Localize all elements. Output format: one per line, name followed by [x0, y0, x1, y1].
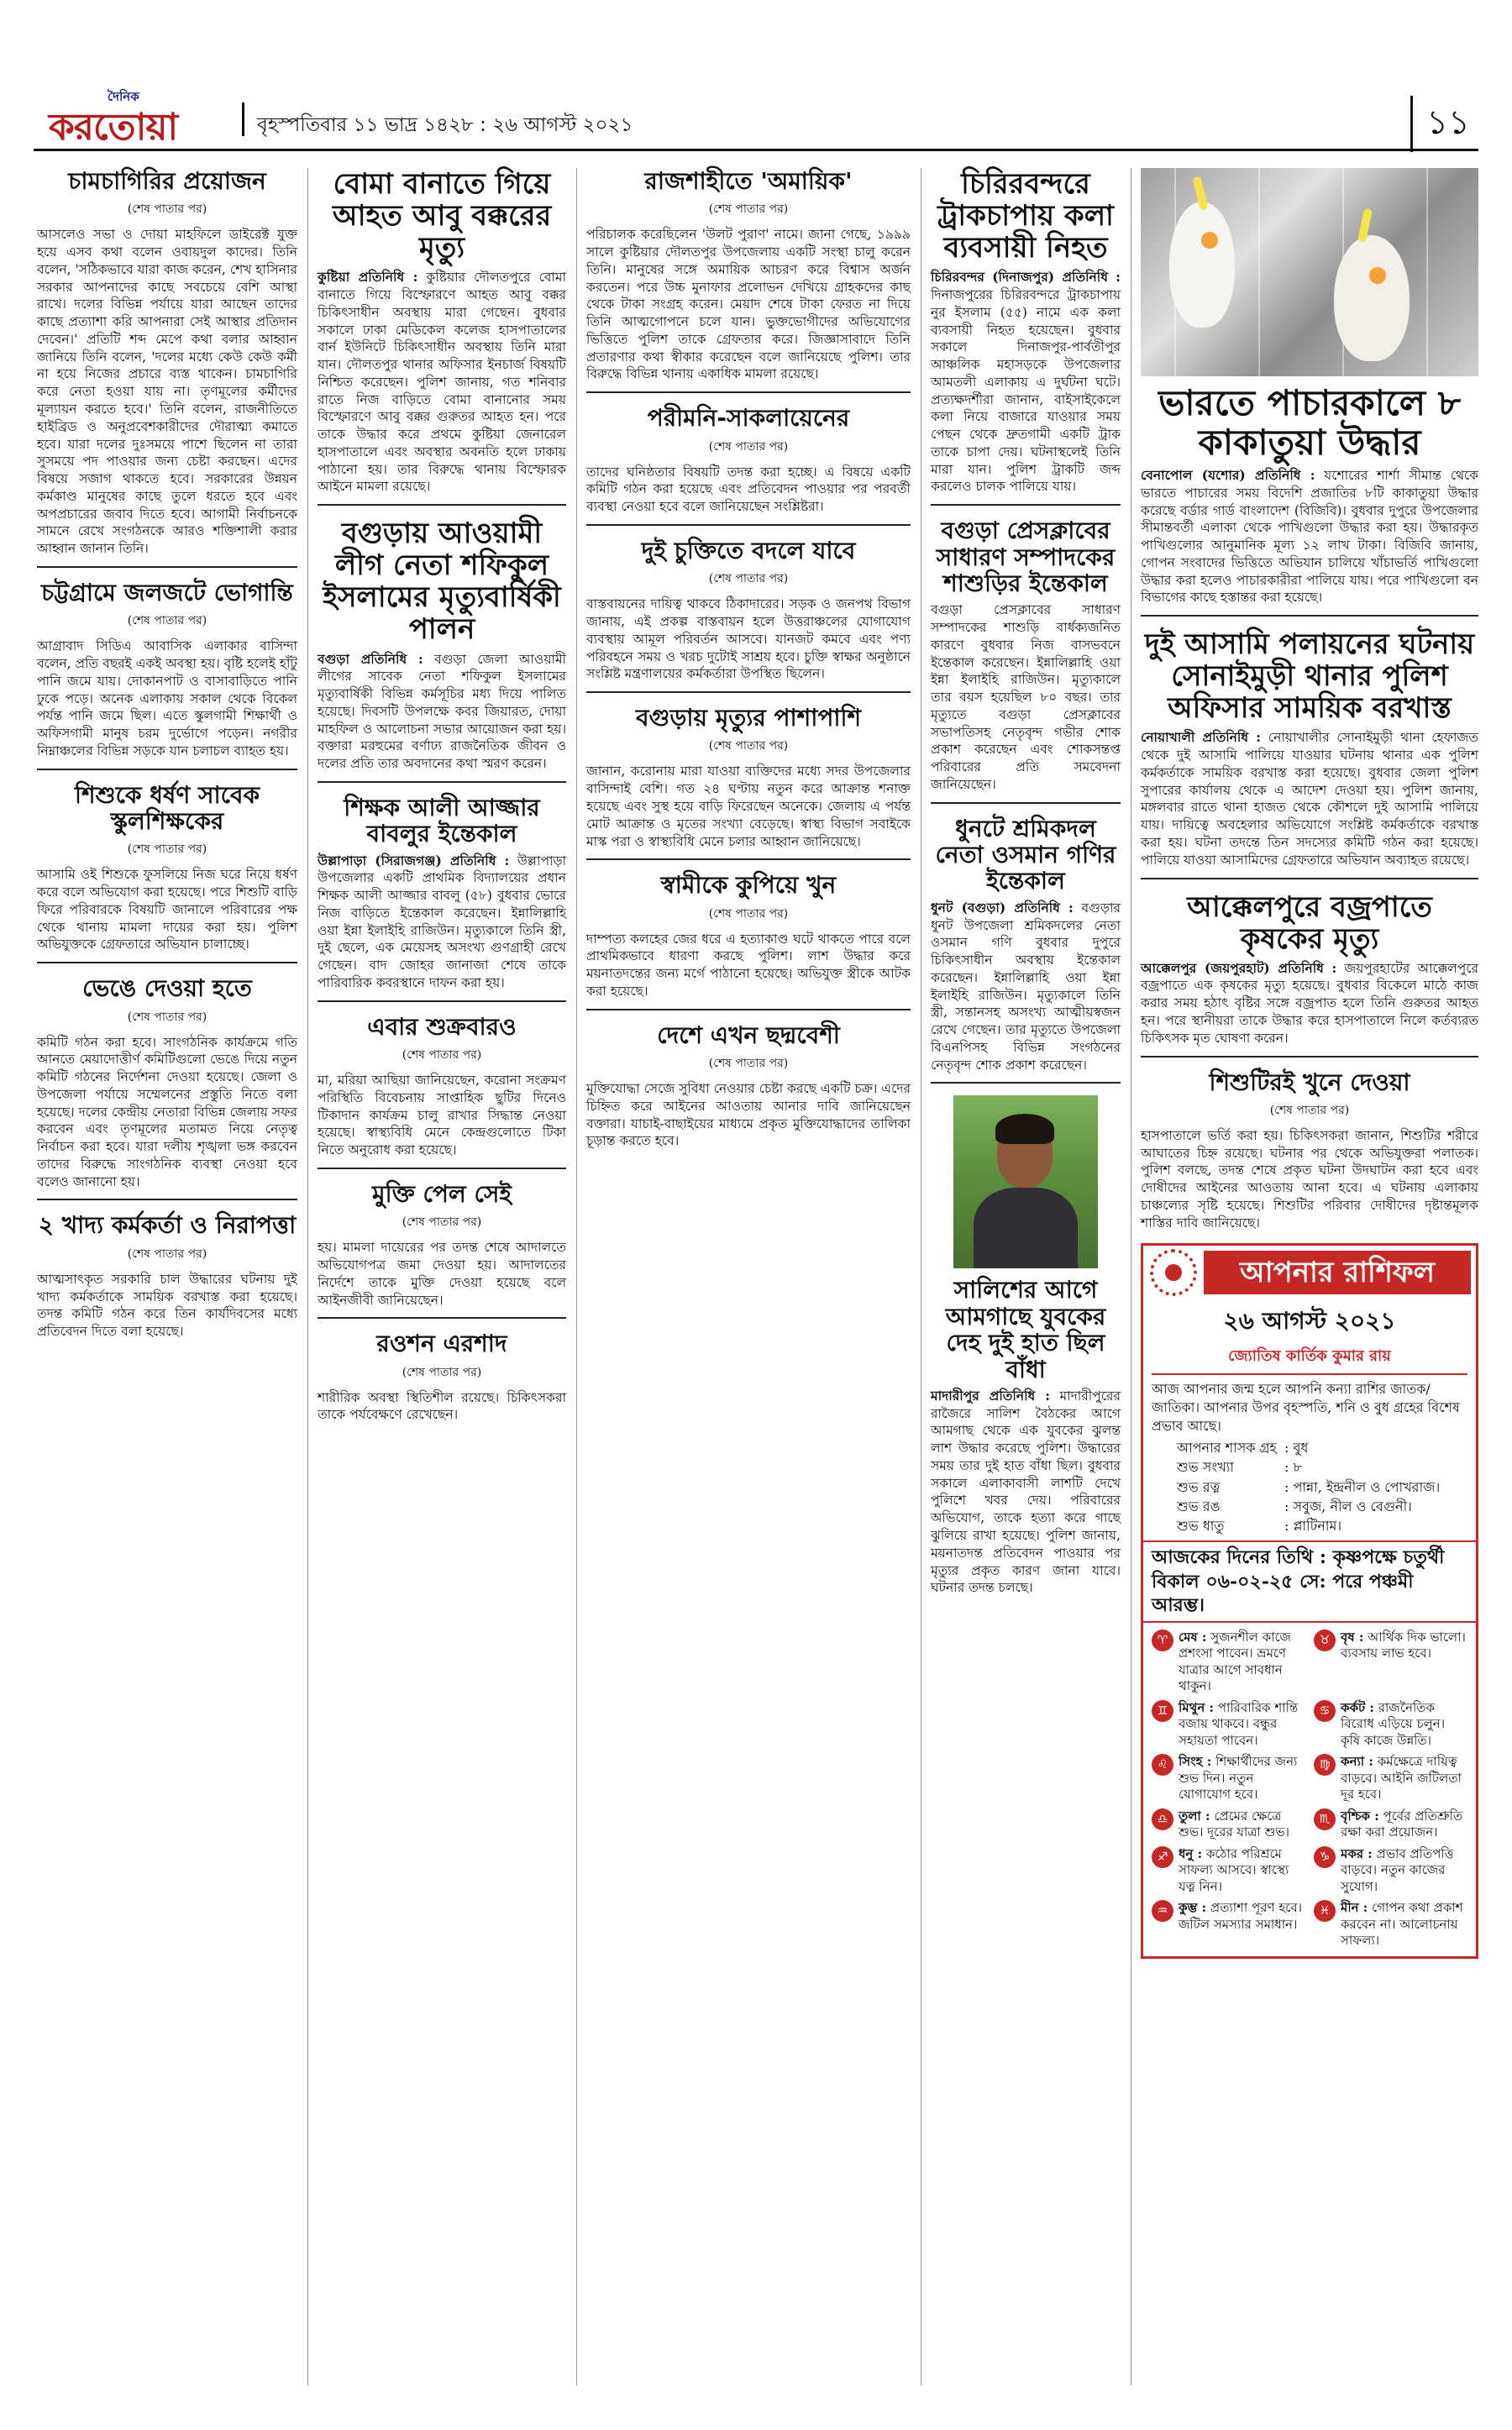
person-hair — [995, 1114, 1054, 1144]
article — [318, 1014, 566, 1169]
zodiac-name: কর্কট : — [1341, 1699, 1374, 1715]
dateline: বগুড়া প্রতিনিধি : — [318, 650, 423, 667]
article — [931, 517, 1121, 804]
zodiac-name: মকর : — [1341, 1845, 1373, 1861]
cage-bar — [1426, 168, 1428, 376]
zodiac-entry — [1152, 1630, 1305, 1695]
article-body: বগুড়া প্রেসক্লাবের সাধারণ সম্পাদকের শাশুড়ি বার্ধক্যজনিত কারণে বুধবার নিজ বাসভবনে ইন্তেকাল করেছেন। ইন্নালিল্লাহি ওয়া ইন্না ইলাইহি রাজিউন। মৃত্যুকালে তার বয়স হয়েছিল ৮০ বছর। তার মৃত্যুতে বগুড়া প্রেসক্লাবের সভাপতিসহ নেতৃবৃন্দ গভীর শোক প্রকাশ করেছেন এবং শোকসন্তপ্ত পরিবারের প্রতি সমবেদনা জানিয়েছেন। — [931, 602, 1121, 792]
zodiac-text: গোপন কথা প্রকাশ করবেন না। আলোচনায় সাফল্য। — [1341, 1900, 1463, 1949]
masthead-divider — [242, 102, 244, 136]
article-title: আক্কেলপুরে বজ্রপাতে কৃষকের মৃত্যু — [1187, 890, 1432, 956]
continued-label: (শেষ পাতার পর) — [402, 1365, 482, 1379]
article-title: দুই চুক্তিতে বদলে যাবে — [641, 536, 856, 564]
article-body: জয়পুরহাটের আক্কেলপুরে বজ্রপাতে এক কৃষকের মৃত্যু হয়েছে। বুধবার বিকেলে মাঠে কাজ করার সময় হঠাৎ বৃষ্টির সঙ্গে বজ্রপাত হলে তিনি গুরুতর আহত হন। পরে স্থানীয়রা তাকে উদ্ধার করে হাসপাতালে নিলে কর্তব্যরত চিকিৎসক মৃত ঘোষণা করেন। — [1141, 960, 1478, 1046]
zodiac-name: বৃষ : — [1341, 1629, 1364, 1645]
article-body: দিনাজপুরের চিরিরবন্দরে ট্রাকচাপায় নুর ইসলাম (৫৫) নামে এক কলা ব্যবসায়ী নিহত হয়েছেন। বুধবার সকালে দিনাজপুর-পার্বতীপুর আঞ্চলিক মহাসড়কে উপজেলার আমতলী এলাকায় এ দুর্ঘটনা ঘটে। প্রত্যক্ষদর্শীরা জানান, বাইসাইকেলে কলা নিয়ে বাজারে যাওয়ার সময় পেছন থেকে দ্রুতগামী একটি ট্রাক তাকে চাপা দেয়। ঘটনাস্থলেই তিনি মারা যান। পুলিশ ট্রাকটি জব্দ করলেও চালক পালিয়ে যায়। — [931, 287, 1121, 495]
zodiac-entry — [1314, 1900, 1467, 1950]
lucky-key: শুভ রঙ — [1177, 1498, 1221, 1514]
continued-label: (শেষ পাতার পর) — [127, 1010, 207, 1024]
dateline: নোয়াখালী প্রতিনিধি : — [1141, 729, 1261, 746]
article-title: স্বামীকে কুপিয়ে খুন — [660, 871, 837, 900]
cage-bar — [1258, 168, 1260, 376]
article — [318, 1181, 566, 1319]
continued-label: (শেষ পাতার পর) — [708, 906, 789, 921]
lucky-row — [1177, 1477, 1467, 1497]
lucky-key: আপনার শাসক গ্রহ — [1177, 1440, 1277, 1456]
virgo-icon: ♍ — [1314, 1754, 1336, 1776]
lucky-value: : প্লাটিনাম। — [1284, 1518, 1342, 1535]
lucky-value: : পান্না, ইন্দ্রনীল ও পোখরাজ। — [1284, 1478, 1441, 1495]
continued-label: (শেষ পাতার পর) — [127, 1246, 207, 1261]
zodiac-entry — [1314, 1630, 1467, 1695]
zodiac-text: রাজনৈতিক বিরোধ এড়িয়ে চলুন। কৃষি কাজে উন্নতি। — [1341, 1699, 1446, 1748]
zodiac-text: পূর্বের প্রতিশ্রুতি রক্ষা করা প্রয়োজন। — [1341, 1808, 1463, 1840]
column-4 — [931, 168, 1121, 1609]
cockatoo-cheek — [1201, 232, 1218, 249]
zodiac-text: কর্মক্ষেত্রে দায়িত্ব বাড়বে। আইনি জটিলতা দূর হবে। — [1341, 1754, 1462, 1803]
continued-label: (শেষ পাতার পর) — [708, 439, 789, 454]
cockatoo-photo — [1141, 168, 1478, 376]
article-body: কুষ্টিয়ার দৌলতপুরে বোমা বানাতে গিয়ে বিস্ফোরণে আহত আবু বক্কর চিকিৎসাধীন অবস্থায় মারা গেছেন। বুধবার সকালে ঢাকা মেডিকেল কলেজ হাসপাতালের বার্ন ইউনিটে চিকিৎসাধীন অবস্থায় তিনি মারা যান। দৌলতপুর থানার অফিসার ইনচার্জ বিষয়টি নিশ্চিত করেছেন। পুলিশ জানায়, গত শনিবার রাতে নিজ বাড়িতে বোমা বানানোর সময় বিস্ফোরণে আবু বক্কর গুরুতর আহত হন। পরে তাকে উদ্ধার করে প্রথমে কুষ্টিয়া জেনারেল হাসপাতালে এবং অবস্থার অবনতি হলে ঢাকায় পাঠানো হয়। তার বিরুদ্ধে থানায় বিস্ফোরক আইনে মামলা রয়েছে। — [318, 270, 566, 495]
article-body: বগুড়ার ধুনট উপজেলা শ্রমিকদলের নেতা ওসমান গণি বুধবার দুপুরে চিকিৎসাধীন অবস্থায় ইন্তেকাল করেছেন। ইন্নালিল্লাহি ওয়া ইন্না ইলাইহি রাজিউন। মৃত্যুকালে তিনি স্ত্রী, সন্তানসহ অসংখ্য আত্মীয়স্বজন রেখে গেছেন। তার মৃত্যুতে উপজেলা বিএনপিসহ বিভিন্ন সংগঠনের নেতৃবৃন্দ শোক প্রকাশ করেছেন। — [931, 900, 1121, 1073]
zodiac-entry — [1152, 1808, 1305, 1841]
continued-label: (শেষ পাতার পর) — [127, 202, 207, 217]
article-title: ভেঙে দেওয়া হতে — [82, 974, 252, 1003]
column-3 — [586, 168, 911, 1162]
article — [931, 168, 1121, 506]
article-body: বগুড়া জেলা আওয়ামী লীগের সাবেক নেতা শফিকুল ইসলামের মৃত্যুবার্ষিকী বিভিন্ন কর্মসূচির মধ্য দিয়ে পালিত হয়েছে। দিবসটি উপলক্ষে কবর জিয়ারত, দোয়া মাহফিল ও আলোচনা সভার আয়োজন করা হয়। বক্তারা মরহুমের বর্ণাঢ্য রাজনৈতিক জীবন ও দলের প্রতি তার অবদানের কথা স্মরণ করেন। — [318, 651, 566, 772]
article-body: দাম্পত্য কলহের জের ধরে এ হত্যাকাণ্ড ঘটে থাকতে পারে বলে প্রাথমিকভাবে ধারণা করছে পুলিশ। লাশ উদ্ধার করে ময়নাতদন্তের জন্য মর্গে পাঠানো হয়েছে। অভিযুক্ত স্ত্রীকে আটক করা হয়েছে। — [586, 931, 911, 999]
article-title: মুক্তি পেল সেই — [372, 1179, 512, 1208]
cancer-icon: ♋ — [1314, 1700, 1336, 1722]
article-title: বগুড়ায় মৃত্যুর পাশাপাশি — [635, 704, 862, 732]
article — [1141, 628, 1478, 879]
lucky-row — [1177, 1457, 1467, 1477]
zodiac-entry — [1152, 1846, 1305, 1896]
horoscope-intro: আজ আপনার জন্ম হলে আপনি কন্যা রাশির জাতক/জাতিকা। আপনার উপর বৃহস্পতি, শনি ও বুধ গ্রহের বিশেষ প্রভাব আছে। — [1152, 1381, 1460, 1434]
horoscope-box — [1141, 1243, 1478, 1959]
article — [37, 975, 297, 1200]
dateline: ধুনট (বগুড়া) প্রতিনিধি : — [931, 899, 1074, 916]
zodiac-name: বৃশ্চিক : — [1341, 1808, 1379, 1824]
article — [586, 872, 911, 1010]
article — [318, 517, 566, 783]
zodiac-wheel-icon — [1150, 1249, 1197, 1296]
article-title: ২ খাদ্য কর্মকর্তা ও নিরাপত্তা — [38, 1211, 297, 1240]
tithi-line: আজকের দিনের তিথি : কৃষ্ণপক্ষে চতুর্থী বিকাল ০৬-০২-২৫ সে: পরে পঞ্চমী আরম্ভ। — [1143, 1540, 1476, 1623]
logo-main-text: করতোয়া — [49, 106, 178, 149]
article-body: জানান, করোনায় মারা যাওয়া ব্যক্তিদের মধ্যে সদর উপজেলার বাসিন্দাই বেশি। গত ২৪ ঘণ্টায় নতুন করে আক্রান্ত শনাক্ত হয়েছে এবং সুস্থ হয়ে বাড়ি ফিরেছেন অনেকে। জেলায় এ পর্যন্ত মোট আক্রান্ত ও মৃতের সংখ্যা বেড়েছে। স্বাস্থ্য বিভাগ সবাইকে মাস্ক পরা ও স্বাস্থ্যবিধি মেনে চলার আহ্বান জানিয়েছে। — [586, 764, 911, 849]
article-title: চিরিরবন্দরে ট্রাকচাপায় কলা ব্যবসায়ী নিহত — [937, 167, 1114, 265]
zodiac-name: কন্যা : — [1341, 1754, 1373, 1770]
article — [37, 782, 297, 964]
dateline: মাদারীপুর প্রতিনিধি : — [931, 1387, 1050, 1404]
sagittarius-icon: ♐ — [1152, 1846, 1173, 1868]
zodiac-entry — [1314, 1846, 1467, 1896]
article-title: রওশন এরশাদ — [376, 1330, 507, 1358]
column-2 — [318, 168, 566, 1435]
article-title: বগুড়ায় আওয়ামী লীগ নেতা শফিকুল ইসলামের মৃত্যুবার্ষিকী পালন — [323, 517, 561, 647]
article-body: কমিটি গঠন করা হবে। সাংগঠনিক কার্যক্রমে গতি আনতে মেয়াদোত্তীর্ণ কমিটিগুলো ভেঙে দিয়ে নতুন কমিটি গঠনের নির্দেশনা দেওয়া হয়েছে। জেলা ও উপজেলা পর্যায়ে সম্মেলনের প্রস্তুতি নিতে বলা হয়েছে। দলের কেন্দ্রীয় নেতারা বিভিন্ন জেলায় সফর করবেন এবং তৃণমূলের মতামত নিয়ে নেতৃত্ব নির্বাচন করা হবে। যারা দলীয় শৃঙ্খলা ভঙ্গ করবেন তাদের বিরুদ্ধে সাংগঠনিক ব্যবস্থা নেওয়া হবে বলেও জানানো হয়। — [37, 1034, 297, 1189]
article — [586, 405, 911, 526]
continued-label: (শেষ পাতার পর) — [127, 842, 207, 857]
article-title: সালিশের আগে আমগাছে যুবকের দেহ দুই হাত ছিল বাঁধা — [945, 1276, 1106, 1383]
continued-label: (শেষ পাতার পর) — [708, 572, 789, 586]
continued-label: (শেষ পাতার পর) — [127, 614, 207, 628]
article-body: আসলেও সভা ও দোয়া মাহফিলে ডাইরেক্ট যুক্ত হয়ে এসব কথা বলেন ওবায়দুল কাদের। তিনি বলেন, 'সঠিকভাবে যারা কাজ করেন, শেখ হাসিনার সরকার আপনাদের কাছে সবচেয়ে বেশি আস্থা রাখে। দলের বিভিন্ন পর্যায়ে যারা আছেন তাদের কাছে প্রত্যাশা করি আপনারা সেই আস্থার প্রতিদান দেবেন।' প্রতিটি শব্দ মেপে কথা বলার আহ্বান জানিয়ে তিনি বলেন, 'দলের মধ্যে কেউ কেউ কর্মী না হয়ে নিজের প্রচারে ব্যস্ত থাকেন। চামচাগিরি করে নেতা হওয়া যায় না। তৃণমূলের কর্মীদের মূল্যায়ন করতে হবে।' তিনি বলেন, রাজনীতিতে হাইব্রিড ও অনুপ্রবেশকারীদের দৌরাত্ম্য কমাতে হবে। যারা দলের দুঃসময়ে পাশে ছিলেন না তারা সুসময়ে পদ পাওয়ার জন্য চেষ্টা করছেন। এদের বিষয়ে সজাগ থাকতে হবে। সরকারের উন্নয়ন কর্মকাণ্ড মানুষের কাছে তুলে ধরতে হবে এবং অপপ্রচারের জবাব দিতে হবে। আগামী নির্বাচনকে সামনে রেখে সংগঠনকে আরও শক্তিশালী করার আহ্বান জানান তিনি। — [37, 227, 297, 557]
article — [586, 538, 911, 693]
lucky-key: শুভ সংখ্যা — [1177, 1459, 1235, 1476]
person-photo — [953, 1095, 1098, 1268]
article-body: হয়। মামলা দায়েরের পর তদন্ত শেষে আদালতে অভিযোগপত্র জমা দেওয়া হয়। আদালতের নির্দেশে তাকে মুক্তি দেওয়া হয়েছে বলে আইনজীবী জানিয়েছেন। — [318, 1240, 566, 1308]
leo-icon: ♌ — [1152, 1754, 1173, 1776]
article-title: ধুনটে শ্রমিকদল নেতা ওসমান গণির ইন্তেকাল — [935, 814, 1116, 895]
article-body: হাসপাতালে ভর্তি করা হয়। চিকিৎসকরা জানান, শিশুটির শরীরে আঘাতের চিহ্ন রয়েছে। ঘটনার পর থেকে অভিযুক্তরা পলাতক। পুলিশ বলছে, তদন্ত শেষে প্রকৃত ঘটনা উদঘাটন করা হবে এবং দোষীদের আইনের আওতায় আনা হবে। এ ঘটনায় এলাকায় চাঞ্চল্যের সৃষ্টি হয়েছে। শিশুটির পরিবার দোষীদের দৃষ্টান্তমূলক শাস্তির দাবি জানিয়েছে। — [1141, 1127, 1478, 1231]
horoscope-date: ২৬ আগস্ট ২০২১ — [1223, 1307, 1396, 1336]
zodiac-name: মেষ : — [1179, 1629, 1207, 1645]
article — [1141, 891, 1478, 1058]
zodiac-text: প্রত্যাশা পূরণ হবে। জটিল সমস্যার সমাধান। — [1179, 1900, 1302, 1932]
article — [318, 795, 566, 1002]
zodiac-text: সুজনশীল কাজে প্রশংসা পাবেন। ভ্রমণে যাত্রার আগে সাবধান থাকুন। — [1179, 1629, 1291, 1694]
zodiac-text: পারিবারিক শান্তি বজায় থাকবে। বন্ধুর সহায়তা পাবেন। — [1179, 1699, 1299, 1748]
article-title: বগুড়া প্রেসক্লাবের সাধারণ সম্পাদকের শাশুড়ির ইন্তেকাল — [936, 517, 1116, 597]
continued-label: (শেষ পাতার পর) — [402, 1215, 482, 1230]
article-body: বাস্তবায়নের দায়িত্ব থাকবে ঠিকাদারের। সড়ক ও জনপথ বিভাগ জানায়, এই প্রকল্প বাস্তবায়ন হলে উত্তরাঞ্চলের যোগাযোগ ব্যবস্থায় আমূল পরিবর্তন আসবে। যানজট কমবে এবং পণ্য পরিবহনে সময় ও খরচ দুটোই সাশ্রয় হবে। চুক্তি স্বাক্ষর অনুষ্ঠানে সংশ্লিষ্ট মন্ত্রণালয়ের কর্মকর্তারা উপস্থিত ছিলেন। — [586, 596, 911, 682]
continued-label: (শেষ পাতার পর) — [1269, 1103, 1350, 1117]
issue-date: বৃহস্পতিবার ১১ ভাদ্র ১৪২৮ : ২৬ আগস্ট ২০২১ — [257, 114, 633, 136]
article — [318, 1330, 566, 1424]
dateline: চিরিরবন্দর (দিনাজপুর) প্রতিনিধি : — [931, 269, 1121, 286]
zodiac-grid — [1143, 1623, 1476, 1956]
dateline: কুষ্টিয়া প্রতিনিধি : — [318, 269, 418, 286]
article-title: চট্টগ্রামে জলজটে ভোগান্তি — [41, 578, 293, 606]
zodiac-text: কঠোর পরিশ্রমে সাফল্য আসবে। স্বাস্থ্যে যত্ন নিন। — [1179, 1845, 1289, 1894]
lucky-row — [1177, 1438, 1467, 1457]
zodiac-text: শিক্ষার্থীদের জন্য শুভ দিন। নতুন যোগাযোগ হবে। — [1179, 1754, 1298, 1803]
article-body: মাদারীপুরের রাজৈরে সালিশ বৈঠকের আগে আমগাছ থেকে এক যুবকের ঝুলন্ত লাশ উদ্ধার করেছে পুলিশ। উদ্ধারের সময় তার দুই হাত বাঁধা ছিল। বুধবার সকালে এলাকাবাসী লাশটি দেখে পুলিশে খবর দেয়। পরিবারের অভিযোগ, তাকে হত্যা করে গাছে ঝুলিয়ে রাখা হয়েছে। পুলিশ জানায়, ময়নাতদন্ত প্রতিবেদন পাওয়ার পর মৃত্যুর প্রকৃত কারণ জানা যাবে। ঘটনার তদন্ত চলছে। — [931, 1388, 1121, 1596]
article-title: চামচাগিরির প্রয়োজন — [68, 167, 266, 195]
article-body: আসামি ওই শিশুকে ফুসলিয়ে নিজ ঘরে নিয়ে ধর্ষণ করে বলে অভিযোগ করা হয়েছে। পরে শিশুটি বাড়ি ফিরে পরিবারকে বিষয়টি জানালে পরিবারের পক্ষ থেকে থানায় মামলা দায়ের করা হয়। পুলিশ অভিযুক্তকে গ্রেফতারে অভিযান চালাচ্ছে। — [37, 867, 297, 953]
article — [37, 168, 297, 568]
article — [1141, 383, 1478, 617]
dateline: উল্লাপাড়া (সিরাজগঞ্জ) প্রতিনিধি : — [318, 852, 510, 869]
article-body: যশোরের শার্শা সীমান্ত থেকে ভারতে পাচারের সময় বিদেশি প্রজাতির ৮টি কাকাতুয়া উদ্ধার করেছে বর্ডার গার্ড বাংলাদেশ (বিজিবি)। বুধবার দুপুরে উপজেলার সীমান্তবর্তী এলাকা থেকে পাখিগুলো উদ্ধার করা হয়। উদ্ধারকৃত পাখিগুলোর আনুমানিক মূল্য ১২ লাখ টাকা। বিজিবি জানায়, গোপন সংবাদের ভিত্তিতে অভিযান চালিয়ে খাঁচাভর্তি পাখিগুলো উদ্ধার করা হলেও পাচারকারীরা পালিয়ে যায়। পরে পাখিগুলো বন বিভাগের কাছে হস্তান্তর করা হয়েছে। — [1141, 468, 1478, 606]
pisces-icon: ♓ — [1314, 1900, 1336, 1922]
continued-label: (শেষ পাতার পর) — [708, 739, 789, 753]
zodiac-name: সিংহ : — [1179, 1754, 1212, 1770]
article-title: এবার শুক্রবারও — [367, 1012, 517, 1041]
page-number: ১১ — [1410, 96, 1470, 152]
column-1 — [37, 168, 297, 1352]
lucky-key: শুভ রত্ন — [1177, 1478, 1221, 1495]
horoscope-title: আপনার রাশিফল — [1204, 1251, 1471, 1294]
lucky-value: : ৮ — [1284, 1459, 1302, 1476]
zodiac-name: কুম্ভ : — [1179, 1900, 1207, 1916]
article — [37, 580, 297, 770]
zodiac-name: তুলা : — [1179, 1808, 1210, 1824]
article — [1141, 1069, 1478, 1232]
article — [931, 816, 1121, 1084]
article-title: দেশে এখন ছদ্মবেশী — [657, 1021, 840, 1049]
lucky-row — [1177, 1516, 1467, 1535]
logo-small-text: দৈনিক — [108, 89, 139, 104]
aquarius-icon: ♒ — [1152, 1900, 1173, 1922]
zodiac-entry — [1152, 1754, 1305, 1803]
article-body: আগ্রাবাদ সিডিএ আবাসিক এলাকার বাসিন্দা বলেন, প্রতি বছরই একই অবস্থা হয়। বৃষ্টি হলেই হাঁটু পানি জমে যায়। দোকানপাট ও বাসাবাড়িতে পানি ঢুকে পড়ে। অনেক এলাকায় সকাল থেকে বিকেল পর্যন্ত পানি জমে ছিল। এতে স্কুলগামী শিক্ষার্থী ও অফিসগামী মানুষ চরম দুর্ভোগে পড়েন। নগরীর নিম্নাঞ্চলের বিভিন্ন সড়কে যান চলাচল ব্যাহত হয়। — [37, 638, 297, 758]
astrologer-name: জ্যোতিষ কার্তিক কুমার রায় — [1152, 1344, 1467, 1375]
dateline: বেনাপোল (যশোর) প্রতিনিধি : — [1141, 467, 1315, 484]
libra-icon: ♎ — [1152, 1808, 1173, 1830]
article-title: শিশুকে ধর্ষণ সাবেক স্কুলশিক্ষকের — [74, 780, 260, 835]
article-body: শারীরিক অবস্থা স্থিতিশীল রয়েছে। চিকিৎসকরা তাকে পর্যবেক্ষণে রেখেছেন। — [318, 1389, 566, 1423]
article-title: দুই আসামি পলায়নের ঘটনায় সোনাইমুড়ী থানার পুলিশ অফিসার সাময়িক বরখাস্ত — [1144, 627, 1475, 726]
article — [586, 1022, 911, 1150]
column-rule — [307, 168, 308, 2385]
zodiac-entry — [1314, 1808, 1467, 1841]
article-body: নোয়াখালীর সোনাইমুড়ী থানা হেফাজত থেকে দুই আসামি পালিয়ে যাওয়ার ঘটনায় থানার এক পুলিশ কর্মকর্তাকে সাময়িক বরখাস্ত করা হয়েছে। বুধবার জেলা পুলিশ সুপারের কার্যালয় থেকে এ আদেশ দেওয়া হয়। পুলিশ জানায়, মঙ্গলবার রাতে থানা হাজত থেকে কৌশলে দুই আসামি পালিয়ে যায়। দায়িত্বে অবহেলার অভিযোগে সংশ্লিষ্ট কর্মকর্তাকে বরখাস্ত করা হয়। ঘটনা তদন্তে তিন সদস্যের কমিটি গঠন করা হয়েছে। পালিয়ে যাওয়া আসামিদের গ্রেফতারে অভিযান অব্যাহত রয়েছে। — [1141, 730, 1478, 868]
zodiac-entry — [1152, 1700, 1305, 1750]
zodiac-entry — [1314, 1700, 1467, 1750]
capricorn-icon: ♑ — [1314, 1846, 1336, 1868]
cockatoo-bird — [1334, 235, 1410, 361]
lucky-row — [1177, 1497, 1467, 1516]
scorpio-icon: ♏ — [1314, 1808, 1336, 1830]
cockatoo-cheek — [1369, 267, 1386, 284]
cockatoo-bird — [1169, 202, 1235, 328]
lucky-table — [1143, 1435, 1476, 1540]
article-body: তাদের ঘনিষ্ঠতার বিষয়টি তদন্ত করা হচ্ছে। এ বিষয়ে একটি কমিটি গঠন করা হয়েছে এবং প্রতিবেদন পাওয়ার পর পরবর্তী ব্যবস্থা নেওয়া হবে বলে জানিয়েছেন সংশ্লিষ্টরা। — [586, 464, 911, 515]
aries-icon: ♈ — [1152, 1630, 1173, 1651]
zodiac-entry — [1314, 1754, 1467, 1803]
article-title: পরীমনি-সাকলায়েনের — [647, 404, 850, 433]
masthead — [34, 81, 1478, 151]
lucky-key: শুভ ধাতু — [1177, 1518, 1225, 1535]
article — [931, 1277, 1121, 1597]
lucky-value: : সবুজ, নীল ও বেগুনী। — [1284, 1498, 1412, 1514]
dateline: আক্কেলপুর (জয়পুরহাট) প্রতিনিধি : — [1141, 959, 1337, 976]
zodiac-text: প্রেমের ক্ষেত্রে শুভ। দূরের যাত্রা শুভ। — [1179, 1808, 1289, 1840]
zodiac-text: আর্থিক দিক ভালো। ব্যবসায় লাভ হবে। — [1341, 1629, 1466, 1661]
newspaper-logo — [49, 87, 225, 149]
article-title: ভারতে পাচারকালে ৮ কাকাতুয়া উদ্ধার — [1158, 382, 1461, 464]
continued-label: (শেষ পাতার পর) — [708, 1057, 789, 1071]
taurus-icon: ♉ — [1314, 1630, 1336, 1651]
article — [586, 705, 911, 860]
article-title: শিক্ষক আলী আজ্জার বাবলুর ইন্তেকাল — [344, 793, 540, 848]
article-body: মা, মরিয়া আছিয়া জানিয়েছেন, করোনা সংক্রমণ পরিস্থিতি বিবেচনায় সাপ্তাহিক ছুটির দিনেও টিকাদান কার্যক্রম চালু রাখার সিদ্ধান্ত নেওয়া হয়েছে। স্বাস্থ্যবিধি মেনে কেন্দ্রগুলোতে টিকা নিতে অনুরোধ করা হয়েছে। — [318, 1073, 566, 1158]
zodiac-name: ধনু : — [1179, 1845, 1203, 1861]
lucky-value: : বুধ — [1284, 1440, 1309, 1456]
continued-label: (শেষ পাতার পর) — [708, 202, 789, 217]
article-body: পরিচালক করেছিলেন 'উলট পুরাণ' নামে। জানা গেছে, ১৯৯৯ সালে কুষ্টিয়ার দৌলতপুর উপজেলায় একটি সংস্থা চালু করেন তিনি। মানুষের সঙ্গে অমায়িক আচরণ করে বিশ্বাস অর্জন করতেন। পরে উচ্চ মুনাফার প্রলোভন দেখিয়ে গ্রাহকদের কাছ থেকে টাকা সংগ্রহ করেন। মেয়াদ শেষে টাকা ফেরত না দিয়ে তিনি আত্মগোপনে চলে যান। ভুক্তভোগীদের অভিযোগের ভিত্তিতে পুলিশ তাকে গ্রেফতার করে। জিজ্ঞাসাবাদে তিনি প্রতারণার কথা স্বীকার করেছেন বলে জানিয়েছে পুলিশ। তার বিরুদ্ধে বিভিন্ন থানায় একাধিক মামলা রয়েছে। — [586, 227, 911, 382]
column-5 — [1141, 168, 1478, 1959]
zodiac-name: মিথুন : — [1179, 1699, 1215, 1715]
zodiac-text: প্রভাব প্রতিপত্তি বাড়বে। নতুন কাজের সুযোগ। — [1341, 1845, 1454, 1894]
article — [318, 168, 566, 506]
column-rule — [576, 168, 577, 2385]
article-title: রাজশাহীতে 'অমায়িক' — [644, 167, 853, 195]
article — [586, 168, 911, 393]
zodiac-name: মীন : — [1341, 1900, 1368, 1916]
article-title: শিশুটিরই খুনে দেওয়া — [1209, 1068, 1410, 1096]
gemini-icon: ♊ — [1152, 1700, 1173, 1722]
article — [37, 1212, 297, 1340]
person-shirt — [974, 1188, 1078, 1268]
continued-label: (শেষ পাতার পর) — [402, 1048, 482, 1063]
article-body: মুক্তিযোদ্ধা সেজে সুবিধা নেওয়ার চেষ্টা করছে একটি চক্র। এদের চিহ্নিত করে আইনের আওতায় আনার দাবি জানিয়েছেন বক্তারা। যাচাই-বাছাইয়ের মাধ্যমে প্রকৃত মুক্তিযোদ্ধাদের তালিকা চূড়ান্ত করতে হবে। — [586, 1081, 911, 1149]
zodiac-entry — [1152, 1900, 1305, 1950]
article-body: উল্লাপাড়া উপজেলার একটি প্রাথমিক বিদ্যালয়ের প্রধান শিক্ষক আলী আজ্জার বাবলু (৫৮) বুধবার ভোরে নিজ বাড়িতে ইন্তেকাল করেছেন। ইন্নালিল্লাহি ওয়া ইন্না ইলাইহি রাজিউন। মৃত্যুকালে তিনি স্ত্রী, দুই ছেলে, এক মেয়েসহ অসংখ্য গুণগ্রাহী রেখে গেছেন। বাদ জোহর জানাজা শেষে তাকে পারিবারিক কবরস্থানে দাফন করা হয়। — [318, 853, 567, 990]
article-body: আত্মসাৎকৃত সরকারি চাল উদ্ধারের ঘটনায় দুই খাদ্য কর্মকর্তাকে সাময়িক বরখাস্ত করা হয়েছে। তদন্ত কমিটি গঠন করে তিন কার্যদিবসের মধ্যে প্রতিবেদন দিতে বলা হয়েছে। — [37, 1271, 297, 1340]
article-title: বোমা বানাতে গিয়ে আহত আবু বক্করের মৃত্যু — [332, 167, 552, 265]
